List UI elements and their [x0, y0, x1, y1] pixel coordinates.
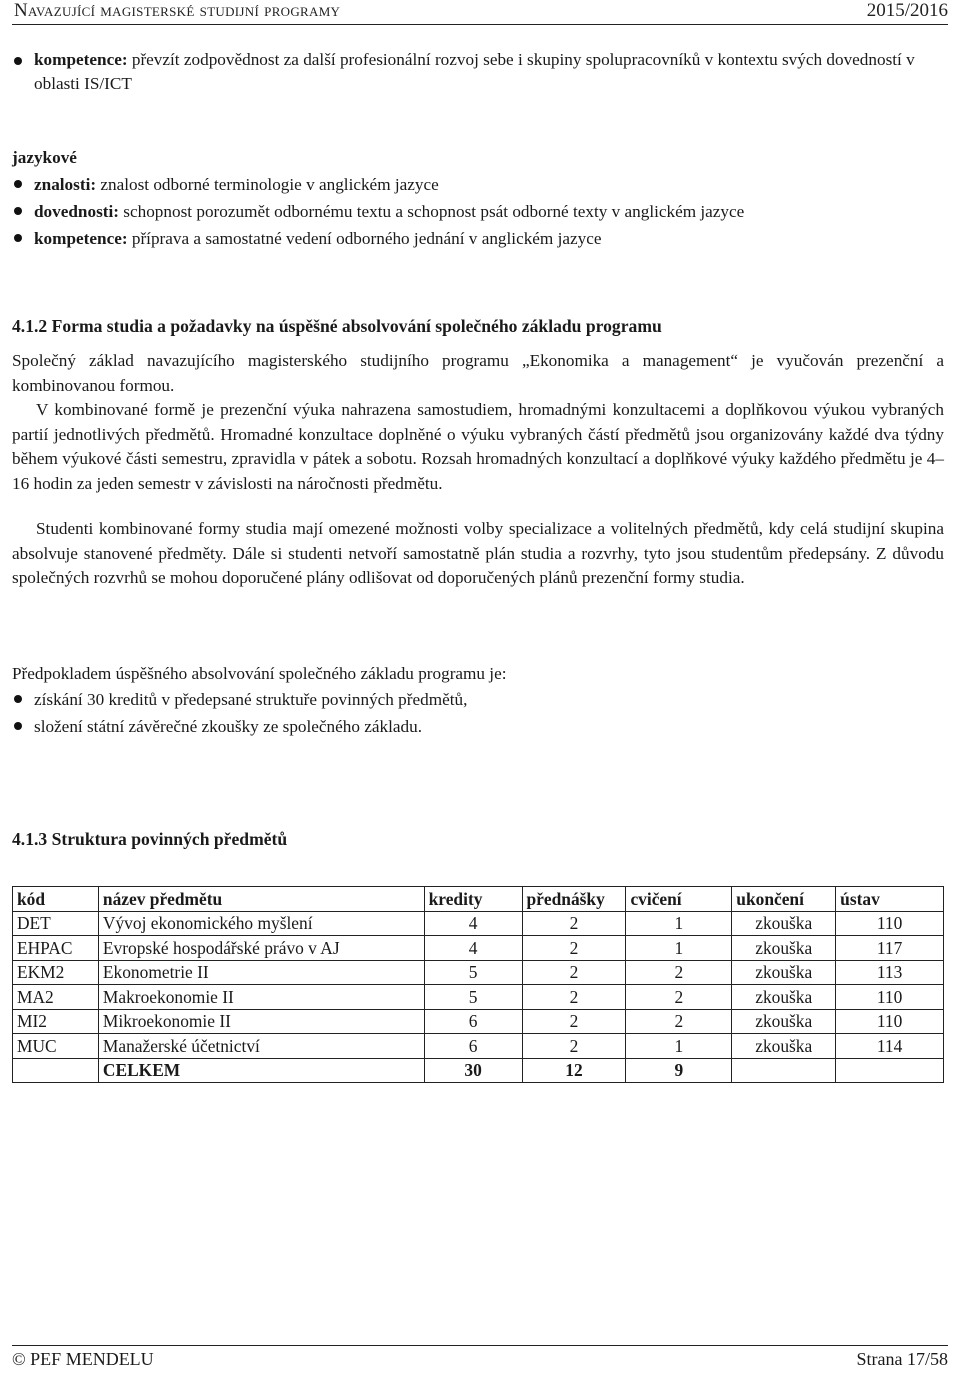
- cell-seminars: 2: [626, 1009, 732, 1034]
- header-title: Navazující magisterské studijní programy: [14, 0, 341, 21]
- cell-name: Manažerské účetnictví: [98, 1034, 424, 1059]
- list-item: [12, 686, 944, 713]
- table-header-row: [13, 887, 944, 912]
- cell-lectures: 2: [522, 960, 626, 985]
- bullet-label: dovednosti:: [34, 202, 119, 221]
- bullet-text: převzít zodpovědnost za další profesionální rozvoj sebe i skupiny spolupracovníků v kontextu svých dovedností v oblasti IS/ICT: [34, 50, 915, 93]
- table-row: [13, 1034, 944, 1059]
- column-header: ústav: [836, 887, 944, 912]
- cell-code: EKM2: [13, 960, 99, 985]
- cell-institute: 110: [836, 1009, 944, 1034]
- cell-lectures: 2: [522, 1009, 626, 1034]
- jazykove-heading: jazykové: [12, 148, 77, 167]
- cell-name: Vývoj ekonomického myšlení: [98, 911, 424, 936]
- cell-credits: 5: [424, 960, 522, 985]
- column-header: cvičení: [626, 887, 732, 912]
- bullet-text: složení státní závěrečné zkoušky ze společného základu.: [34, 717, 422, 736]
- cell-seminars: 1: [626, 936, 732, 961]
- cell-code: MA2: [13, 985, 99, 1010]
- table-row: [13, 936, 944, 961]
- table-row: [13, 911, 944, 936]
- bullet-label: kompetence:: [34, 229, 128, 248]
- total-label: CELKEM: [98, 1058, 424, 1083]
- cell-code: DET: [13, 911, 99, 936]
- column-header: název předmětu: [98, 887, 424, 912]
- cell-completion: zkouška: [732, 936, 836, 961]
- table-row: [13, 1009, 944, 1034]
- bullet-label: kompetence:: [34, 50, 128, 69]
- bullet-icon: [14, 207, 22, 215]
- cell-completion: zkouška: [732, 1009, 836, 1034]
- total-lectures: 12: [522, 1058, 626, 1083]
- top-bullet-list: [12, 48, 944, 96]
- list-item: [12, 225, 944, 252]
- table-row: [13, 960, 944, 985]
- cell-name: Evropské hospodářské právo v AJ: [98, 936, 424, 961]
- cell-completion: zkouška: [732, 911, 836, 936]
- bullet-icon: [14, 180, 22, 188]
- column-header: kód: [13, 887, 99, 912]
- cell-code: EHPAC: [13, 936, 99, 961]
- paragraph: Studenti kombinované formy studia mají omezené možnosti volby specializace a volitelných předmětů, kdy celá studijní skupina absolvuje stanovené předměty. Dále si studenti netvoří samostatně plán studia a rozvrhy, tyto jsou studentům předepsány. Z důvodu společných rozvrhů se mohou doporučené plány odlišovat od doporučených plánů prezenční formy studia.: [12, 519, 944, 588]
- cell-seminars: 2: [626, 960, 732, 985]
- cell-completion: zkouška: [732, 960, 836, 985]
- bullet-text: znalost odborné terminologie v anglickém jazyce: [100, 175, 439, 194]
- cell-lectures: 2: [522, 936, 626, 961]
- cell-credits: 6: [424, 1009, 522, 1034]
- column-header: kredity: [424, 887, 522, 912]
- cell-seminars: 2: [626, 985, 732, 1010]
- cell-institute: 113: [836, 960, 944, 985]
- page-header: [12, 0, 948, 25]
- bullet-icon: [14, 695, 22, 703]
- cell-institute: 110: [836, 911, 944, 936]
- bullet-icon: [14, 234, 22, 242]
- jazykove-list: [12, 171, 944, 252]
- bullet-text: získání 30 kreditů v předepsané struktuře povinných předmětů,: [34, 690, 468, 709]
- prereq-intro: Předpokladem úspěšného absolvování společného základu programu je:: [12, 664, 507, 683]
- prereq-list: [12, 686, 944, 740]
- bullet-icon: [14, 57, 22, 65]
- cell-institute: 110: [836, 985, 944, 1010]
- cell-code: MI2: [13, 1009, 99, 1034]
- cell-institute: 114: [836, 1034, 944, 1059]
- cell-credits: 5: [424, 985, 522, 1010]
- table-row: [13, 985, 944, 1010]
- section-heading-413: 4.1.3 Struktura povinných předmětů: [12, 829, 288, 849]
- header-year: 2015/2016: [866, 0, 948, 21]
- cell-code: MUC: [13, 1034, 99, 1059]
- list-item: [12, 171, 944, 198]
- table-total-row: [13, 1058, 944, 1083]
- paragraph: Společný základ navazujícího magisterského studijního programu „Ekonomika a management“ je vyučován prezenční a kombinovanou formou.: [12, 351, 944, 395]
- column-header: přednášky: [522, 887, 626, 912]
- cell-institute: 117: [836, 936, 944, 961]
- cell-seminars: 1: [626, 911, 732, 936]
- cell-name: Mikroekonomie II: [98, 1009, 424, 1034]
- bullet-text: schopnost porozumět odbornému textu a schopnost psát odborné texty v anglickém jazyce: [123, 202, 745, 221]
- cell-completion: zkouška: [732, 1034, 836, 1059]
- column-header: ukončení: [732, 887, 836, 912]
- cell-empty: [732, 1058, 836, 1083]
- cell-empty: [836, 1058, 944, 1083]
- bullet-text: příprava a samostatné vedení odborného jednání v anglickém jazyce: [131, 229, 602, 248]
- list-item: [12, 48, 944, 96]
- total-seminars: 9: [626, 1058, 732, 1083]
- cell-lectures: 2: [522, 1034, 626, 1059]
- list-item: [12, 198, 944, 225]
- page-footer: [12, 1345, 948, 1374]
- cell-seminars: 1: [626, 1034, 732, 1059]
- bullet-label: znalosti:: [34, 175, 97, 194]
- cell-empty: [13, 1058, 99, 1083]
- paragraph: V kombinované formě je prezenční výuka nahrazena samostudiem, hromadnými konzultacemi a doplňkovou výukou vybraných partií jednotlivých předmětů. Hromadné konzultace doplněné o výuku vybraných částí předmětů jsou organizovány každé dva týdny během výukové části semestru, zpravidla v pátek a sobotu. Rozsah hromadných konzultací a doplňkové výuky každého předmětu je 4–16 hodin za jeden semestr v závislosti na náročnosti předmětu.: [12, 400, 944, 493]
- subjects-table: [12, 886, 944, 1083]
- cell-credits: 4: [424, 911, 522, 936]
- cell-name: Ekonometrie II: [98, 960, 424, 985]
- footer-copyright: © PEF MENDELU: [12, 1349, 154, 1369]
- total-credits: 30: [424, 1058, 522, 1083]
- cell-lectures: 2: [522, 985, 626, 1010]
- footer-page-number: Strana 17/58: [856, 1349, 948, 1369]
- section-heading-412: 4.1.2 Forma studia a požadavky na úspěšné absolvování společného základu programu: [12, 316, 662, 336]
- cell-credits: 4: [424, 936, 522, 961]
- bullet-icon: [14, 722, 22, 730]
- cell-lectures: 2: [522, 911, 626, 936]
- cell-name: Makroekonomie II: [98, 985, 424, 1010]
- cell-completion: zkouška: [732, 985, 836, 1010]
- list-item: [12, 713, 944, 740]
- cell-credits: 6: [424, 1034, 522, 1059]
